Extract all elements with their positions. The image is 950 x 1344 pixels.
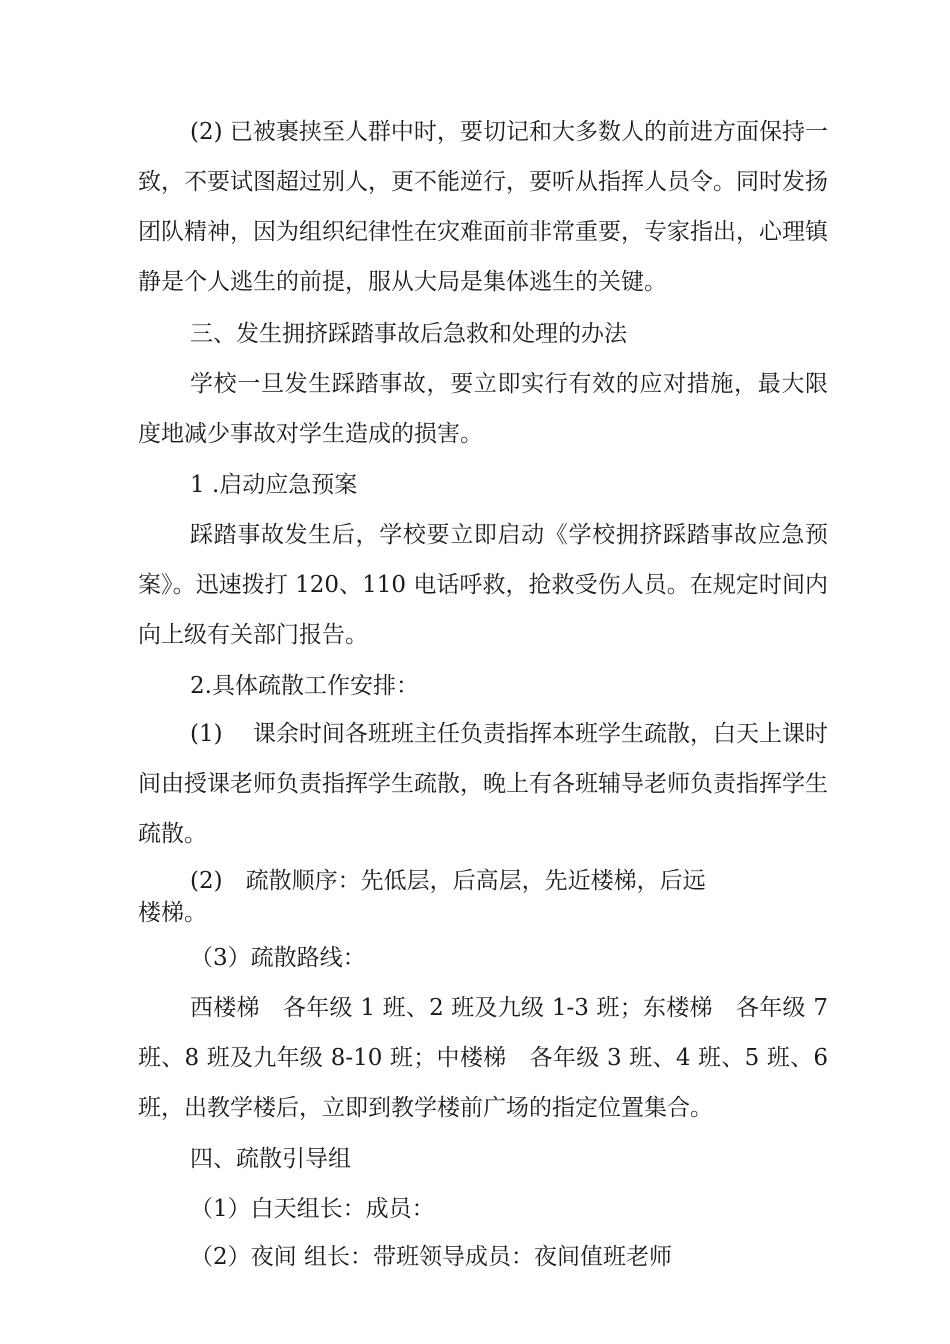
paragraph-emergency-plan: 踩踏事故发生后，学校要立即启动《学校拥挤踩踏事故应急预案》。迅速拨打 120、110 电话呼救，抢救受伤人员。在规定时间内向上级有关部门报告。: [138, 522, 828, 648]
paragraph-crowd-advice: (2) 已被裹挟至人群中时，要切记和大多数人的前进方面保持一致，不要试图超过别人，更不能逆行，要听从指挥人员令。同时发扬团队精神，因为组织纪律性在灾难面前非常重要，专家指出，心理镇静是个人逃生的前提，服从大局是集体逃生的关键。: [138, 119, 828, 295]
section-heading-four: 四、疏散引导组: [190, 1146, 351, 1172]
list-item-night-group: （2）夜间 组长：带班领导成员：夜间值班老师: [190, 1244, 672, 1270]
subheading-evacuation-route: （3）疏散路线：: [190, 945, 366, 971]
paragraph-school-response: 学校一旦发生踩踏事故，要立即实行有效的应对措施，最大限度地减少事故对学生造成的损害。: [138, 371, 828, 447]
list-item-day-group: （1）白天组长：成员：: [190, 1196, 435, 1222]
paragraph-evacuation-order-cont: 楼梯。: [138, 900, 207, 926]
paragraph-evacuation-route: 西楼梯 各年级 1 班、2 班及九级 1-3 班；东楼梯 各年级 7 班、8 班及九年级 8-10 班；中楼梯 各年级 3 班、4 班、5 班、6 班，出教学楼后，立即到教学楼前广场的指定位置集合。: [138, 995, 828, 1121]
subheading-evacuation-arrangement: 2.具体疏散工作安排：: [190, 673, 419, 699]
section-heading-three: 三、发生拥挤踩踏事故后急救和处理的办法: [190, 321, 627, 347]
paragraph-evacuation-command: (1) 课余时间各班班主任负责指挥本班学生疏散，白天上课时间由授课老师负责指挥学生疏散，晚上有各班辅导老师负责指挥学生疏散。: [138, 721, 828, 847]
subheading-emergency-plan: 1 .启动应急预案: [190, 472, 358, 498]
paragraph-evacuation-order: (2) 疏散顺序：先低层，后高层，先近楼梯，后远: [190, 868, 706, 894]
